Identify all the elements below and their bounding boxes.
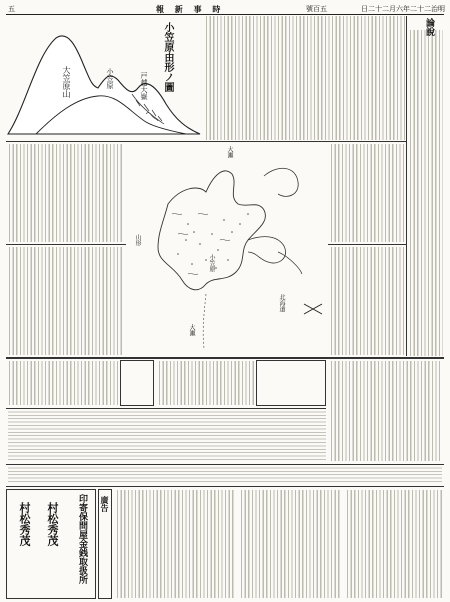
map-label-center: 小笠原 bbox=[208, 254, 215, 272]
ad-line-2: 村松秀茂 bbox=[46, 502, 59, 546]
map-label-bottom: 大瀬 bbox=[188, 324, 195, 336]
date-line: 日二十二月六年二十二治明 bbox=[361, 5, 445, 13]
notice-box-1 bbox=[120, 360, 154, 406]
notice-box-2 bbox=[256, 360, 326, 406]
article-text-columns-top bbox=[205, 16, 405, 140]
column-divider bbox=[406, 16, 407, 356]
section-rule-left bbox=[6, 244, 126, 245]
article-text-right-lower bbox=[330, 247, 404, 355]
section-rule-lower-1 bbox=[6, 408, 326, 409]
map-label-left: 山形 bbox=[134, 234, 141, 246]
section-rule-lower-2 bbox=[6, 464, 444, 465]
article-text-right-upper bbox=[330, 144, 404, 242]
illustration-label-right: 戸越大嶽 bbox=[140, 72, 148, 100]
article-text-left-upper bbox=[8, 144, 124, 242]
advertisement-box bbox=[6, 489, 96, 599]
issue-number: 號百五 bbox=[306, 5, 327, 13]
island-map-drawing bbox=[128, 144, 326, 355]
ad-text-block-3 bbox=[346, 490, 442, 598]
ad-heading: 廣告 bbox=[100, 496, 110, 512]
article-text-left-lower bbox=[8, 247, 124, 355]
page-number: 五 bbox=[8, 5, 15, 13]
ad-text-block-2 bbox=[240, 490, 342, 598]
notice-block-3 bbox=[330, 361, 442, 461]
illustration-label-left: 大笠原山 bbox=[62, 66, 71, 98]
newspaper-title: 報 新 事 時 bbox=[156, 4, 225, 14]
illustration-label-mid: 小笠原 bbox=[106, 68, 114, 89]
ad-text-block-1 bbox=[116, 490, 236, 598]
section-rule-lower-3 bbox=[6, 486, 444, 487]
article-text-columns-right bbox=[409, 30, 443, 356]
map-label-right: 北海道 bbox=[278, 294, 285, 312]
notice-block-5 bbox=[8, 467, 442, 483]
page-header bbox=[6, 2, 444, 15]
column-heading: 論說 bbox=[424, 18, 434, 36]
section-rule-right bbox=[328, 244, 406, 245]
island-map bbox=[128, 144, 326, 355]
ad-heading-box bbox=[98, 489, 112, 599]
section-rule-top bbox=[6, 141, 406, 142]
map-label-top: 大瀬 bbox=[226, 146, 233, 158]
notice-block-4 bbox=[8, 411, 326, 461]
mountain-illustration bbox=[6, 16, 202, 140]
ad-line-3: 村松秀茂 bbox=[18, 502, 31, 546]
notice-block-2 bbox=[158, 361, 254, 405]
illustration-title: 小笠原由形ノ圖 bbox=[162, 22, 173, 92]
notice-block-1 bbox=[8, 361, 118, 405]
section-rule-middle bbox=[6, 357, 444, 359]
ad-line-1: 印寄保問屋金銭取扱所 bbox=[77, 494, 87, 584]
